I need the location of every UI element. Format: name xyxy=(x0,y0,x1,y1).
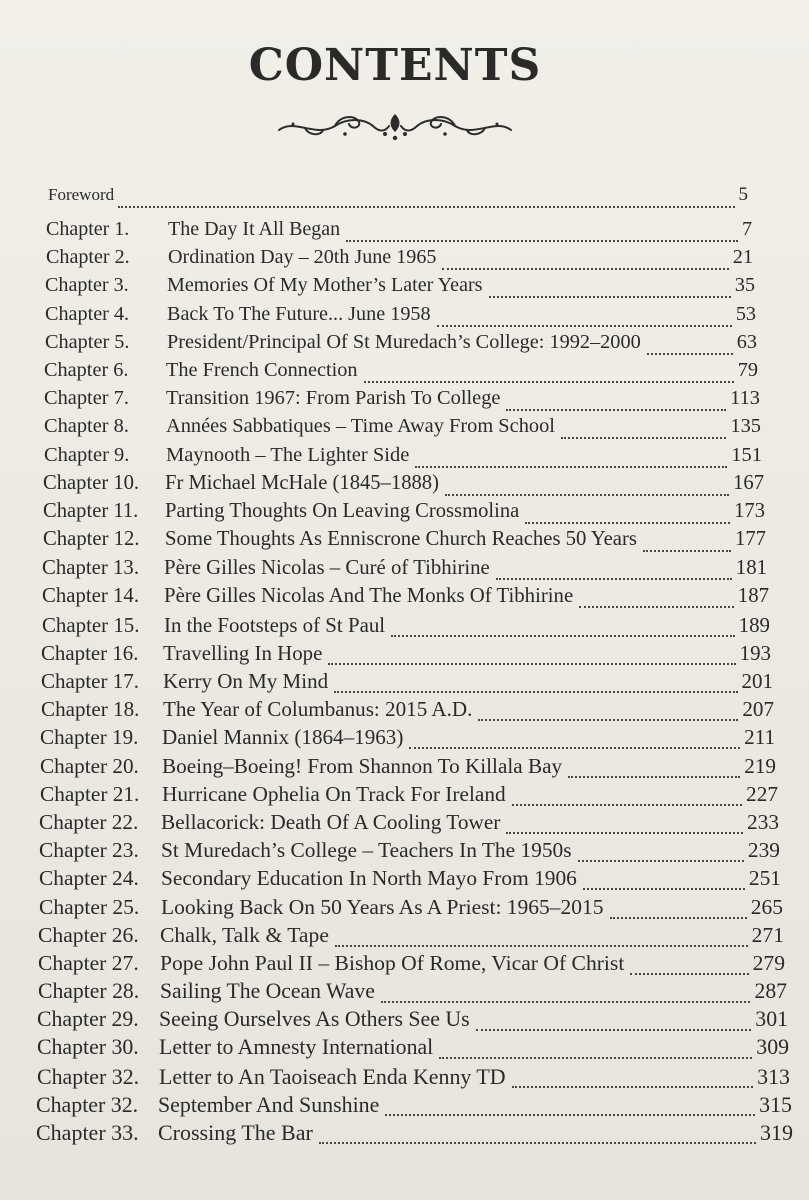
chapter-title: In the Footsteps of St Paul xyxy=(164,613,386,637)
page-number: 167 xyxy=(733,472,764,494)
chapter-title: Bellacorick: Death Of A Cooling Tower xyxy=(161,810,501,834)
dot-leader xyxy=(415,465,727,468)
chapter-title: Crossing The Bar xyxy=(158,1120,313,1145)
chapter-title: Boeing–Boeing! From Shannon To Killala Bay xyxy=(162,754,563,778)
page-number: 135 xyxy=(730,415,761,437)
toc-entry[interactable] xyxy=(40,725,775,755)
toc-entry[interactable] xyxy=(36,1120,793,1150)
toc-entry[interactable] xyxy=(37,1035,789,1065)
page-number: 315 xyxy=(759,1092,792,1117)
chapter-title: Ordination Day – 20th June 1965 xyxy=(168,246,437,268)
chapter-title: Pope John Paul II – Bishop Of Rome, Vicar Of Christ xyxy=(160,951,625,975)
chapter-title: Père Gilles Nicolas – Curé of Tibhirine xyxy=(164,556,490,579)
page-number: 187 xyxy=(737,584,769,607)
dot-leader xyxy=(346,239,738,242)
dot-leader xyxy=(439,1056,752,1059)
chapter-title: The Day It All Began xyxy=(168,218,341,240)
chapter-title: Kerry On My Mind xyxy=(163,669,329,693)
dot-leader xyxy=(506,408,726,411)
chapter-number: Chapter 8. xyxy=(44,415,129,437)
toc-entry[interactable] xyxy=(41,669,773,699)
page-number: 233 xyxy=(747,810,779,834)
dot-leader xyxy=(525,521,730,524)
chapter-number: Chapter 28. xyxy=(38,979,140,1003)
chapter-number: Chapter 29. xyxy=(37,1007,139,1031)
toc-entry[interactable] xyxy=(37,1064,790,1094)
chapter-number: Chapter 6. xyxy=(44,359,129,381)
page-number: 227 xyxy=(746,782,778,806)
dot-leader xyxy=(583,887,745,890)
dot-leader xyxy=(561,436,726,439)
chapter-title: Back To The Future... June 1958 xyxy=(167,303,431,325)
chapter-number: Chapter 4. xyxy=(45,303,130,325)
toc-entry[interactable] xyxy=(38,979,787,1009)
dot-leader xyxy=(334,690,737,693)
dot-leader xyxy=(647,352,733,355)
page-number: 181 xyxy=(735,556,767,579)
page-number: 53 xyxy=(735,303,756,325)
foreword-title: Foreword xyxy=(48,185,115,204)
chapter-number: Chapter 1. xyxy=(46,218,130,240)
chapter-title: Letter to Amnesty International xyxy=(159,1035,434,1059)
flourish-divider-icon xyxy=(275,108,515,144)
page-number: 309 xyxy=(756,1035,789,1059)
page-number: 177 xyxy=(734,528,766,550)
toc-entry[interactable] xyxy=(39,810,779,840)
chapter-title: Parting Thoughts On Leaving Crossmolina xyxy=(165,500,520,522)
toc-entry[interactable] xyxy=(42,584,769,614)
toc-entry[interactable] xyxy=(46,218,752,248)
chapter-title: Some Thoughts As Enniscrone Church Reaches 50 Years xyxy=(165,528,637,550)
chapter-number: Chapter 12. xyxy=(43,528,140,550)
dot-leader xyxy=(364,380,734,383)
page-number: 151 xyxy=(731,444,762,466)
chapter-title: The Year of Columbanus: 2015 A.D. xyxy=(163,697,473,721)
chapter-number: Chapter 26. xyxy=(38,923,139,947)
chapter-title: The French Connection xyxy=(166,359,358,381)
dot-leader xyxy=(489,295,731,298)
chapter-number: Chapter 16. xyxy=(41,641,139,665)
page-number: 287 xyxy=(754,979,787,1003)
toc-entry[interactable] xyxy=(41,697,774,727)
dot-leader xyxy=(335,944,748,947)
page-number: 239 xyxy=(747,838,780,862)
page-number: 265 xyxy=(750,895,783,919)
dot-leader xyxy=(437,324,732,327)
page-title: CONTENTS xyxy=(248,40,542,91)
page-number: 113 xyxy=(730,387,760,409)
toc-entry[interactable] xyxy=(43,500,765,530)
page-number: 271 xyxy=(751,923,784,947)
dot-leader xyxy=(579,605,734,608)
toc-entry[interactable] xyxy=(44,444,762,474)
chapter-number: Chapter 23. xyxy=(39,838,139,862)
dot-leader xyxy=(409,746,740,749)
chapter-number: Chapter 13. xyxy=(42,556,140,579)
toc-entry[interactable] xyxy=(40,754,776,784)
chapter-title: Transition 1967: From Parish To College xyxy=(166,387,501,409)
dot-leader xyxy=(328,662,735,665)
toc-entry[interactable] xyxy=(43,528,766,558)
chapter-number: Chapter 22. xyxy=(39,810,139,834)
dot-leader xyxy=(381,1000,751,1003)
chapter-title: Fr Michael McHale (1845–1888) xyxy=(165,472,439,494)
chapter-number: Chapter 33. xyxy=(36,1120,139,1145)
chapter-number: Chapter 21. xyxy=(40,782,140,806)
foreword-page-number: 5 xyxy=(738,184,748,205)
toc-entry[interactable] xyxy=(39,866,781,896)
page-number: 173 xyxy=(734,500,765,522)
toc-entry[interactable] xyxy=(44,387,760,417)
toc-entry[interactable] xyxy=(39,838,780,868)
page-number: 189 xyxy=(738,613,770,637)
chapter-title: Travelling In Hope xyxy=(163,641,323,665)
chapter-number: Chapter 15. xyxy=(42,613,140,637)
chapter-number: Chapter 19. xyxy=(40,725,139,749)
chapter-title: Looking Back On 50 Years As A Priest: 1965–2015 xyxy=(161,895,604,919)
chapter-title: St Muredach’s College – Teachers In The 1950s xyxy=(161,838,572,862)
chapter-title: Secondary Education In North Mayo From 1906 xyxy=(161,866,577,890)
chapter-title: Chalk, Talk & Tape xyxy=(160,923,329,947)
dot-leader xyxy=(643,549,731,552)
page-number: 35 xyxy=(734,274,755,296)
dot-leader xyxy=(445,493,729,496)
page-number: 193 xyxy=(739,641,771,665)
toc-entry[interactable] xyxy=(42,556,767,586)
page-number: 251 xyxy=(748,866,781,890)
page-number: 279 xyxy=(752,951,785,975)
chapter-number: Chapter 18. xyxy=(41,697,140,721)
page-number: 211 xyxy=(744,725,775,749)
toc-entry[interactable] xyxy=(36,1092,792,1122)
chapter-number: Chapter 17. xyxy=(41,669,139,693)
toc-entry[interactable] xyxy=(37,1007,788,1037)
chapter-title: Memories Of My Mother’s Later Years xyxy=(167,274,483,296)
chapter-number: Chapter 32. xyxy=(37,1064,140,1089)
toc-entry[interactable] xyxy=(43,472,764,502)
chapter-number: Chapter 30. xyxy=(37,1035,139,1059)
chapter-number: Chapter 27. xyxy=(38,951,139,975)
chapter-number: Chapter 24. xyxy=(39,866,139,890)
chapter-title: Daniel Mannix (1864–1963) xyxy=(162,725,404,749)
dot-leader xyxy=(610,916,747,919)
chapter-title: September And Sunshine xyxy=(158,1092,380,1117)
toc-entry[interactable] xyxy=(46,246,753,276)
chapter-number: Chapter 11. xyxy=(43,500,139,522)
dot-leader xyxy=(476,1028,752,1031)
page-number: 313 xyxy=(757,1064,790,1089)
page-number: 7 xyxy=(742,218,752,240)
chapter-title: Années Sabbatiques – Time Away From School xyxy=(166,415,555,437)
page-number: 219 xyxy=(744,754,776,778)
page-number: 319 xyxy=(760,1120,793,1145)
chapter-number: Chapter 10. xyxy=(43,472,140,494)
page-number: 79 xyxy=(737,359,758,381)
dot-leader xyxy=(385,1113,755,1116)
page-number: 301 xyxy=(755,1007,788,1031)
chapter-title: Maynooth – The Lighter Side xyxy=(166,444,410,466)
chapter-number: Chapter 32. xyxy=(36,1092,139,1117)
toc-entry[interactable] xyxy=(44,415,761,445)
chapter-number: Chapter 20. xyxy=(40,754,139,778)
chapter-number: Chapter 2. xyxy=(46,246,130,268)
dot-leader xyxy=(391,634,735,637)
chapter-title: Seeing Ourselves As Others See Us xyxy=(159,1007,470,1031)
chapter-title: President/Principal Of St Muredach’s College: 1992–2000 xyxy=(167,331,641,353)
toc-entry[interactable] xyxy=(38,951,785,981)
chapter-number: Chapter 7. xyxy=(44,387,129,409)
chapter-title: Père Gilles Nicolas And The Monks Of Tibhirine xyxy=(164,584,574,607)
chapter-number: Chapter 9. xyxy=(44,444,130,466)
dot-leader xyxy=(442,267,728,270)
page-number: 21 xyxy=(732,246,753,268)
chapter-number: Chapter 3. xyxy=(45,274,129,296)
page-number: 207 xyxy=(742,697,774,721)
toc-entry[interactable] xyxy=(38,923,784,953)
toc-entry[interactable] xyxy=(45,331,757,361)
page-number: 201 xyxy=(741,669,773,693)
toc-entry[interactable] xyxy=(45,274,755,304)
toc-entry[interactable] xyxy=(44,359,758,389)
chapter-number: Chapter 14. xyxy=(42,584,140,607)
dot-leader xyxy=(319,1141,756,1144)
toc-entry[interactable] xyxy=(39,895,783,925)
dot-leader xyxy=(568,775,740,778)
chapter-number: Chapter 25. xyxy=(39,895,140,919)
page-number: 63 xyxy=(736,331,757,353)
toc-entry-foreword[interactable] xyxy=(48,184,748,214)
toc-entry[interactable] xyxy=(42,613,770,643)
toc-entry[interactable] xyxy=(45,303,756,333)
chapter-title: Letter to An Taoiseach Enda Kenny TD xyxy=(159,1064,506,1089)
dot-leader xyxy=(118,205,734,208)
chapter-title: Sailing The Ocean Wave xyxy=(160,979,375,1003)
dot-leader xyxy=(496,577,732,580)
dot-leader xyxy=(578,859,744,862)
toc-entry[interactable] xyxy=(41,641,771,671)
dot-leader xyxy=(506,831,743,834)
chapter-title: Hurricane Ophelia On Track For Ireland xyxy=(162,782,506,806)
dot-leader xyxy=(630,972,748,975)
chapter-number: Chapter 5. xyxy=(45,331,130,353)
dot-leader xyxy=(478,718,738,721)
dot-leader xyxy=(512,1085,754,1088)
toc-entry[interactable] xyxy=(40,782,778,812)
dot-leader xyxy=(512,803,742,806)
